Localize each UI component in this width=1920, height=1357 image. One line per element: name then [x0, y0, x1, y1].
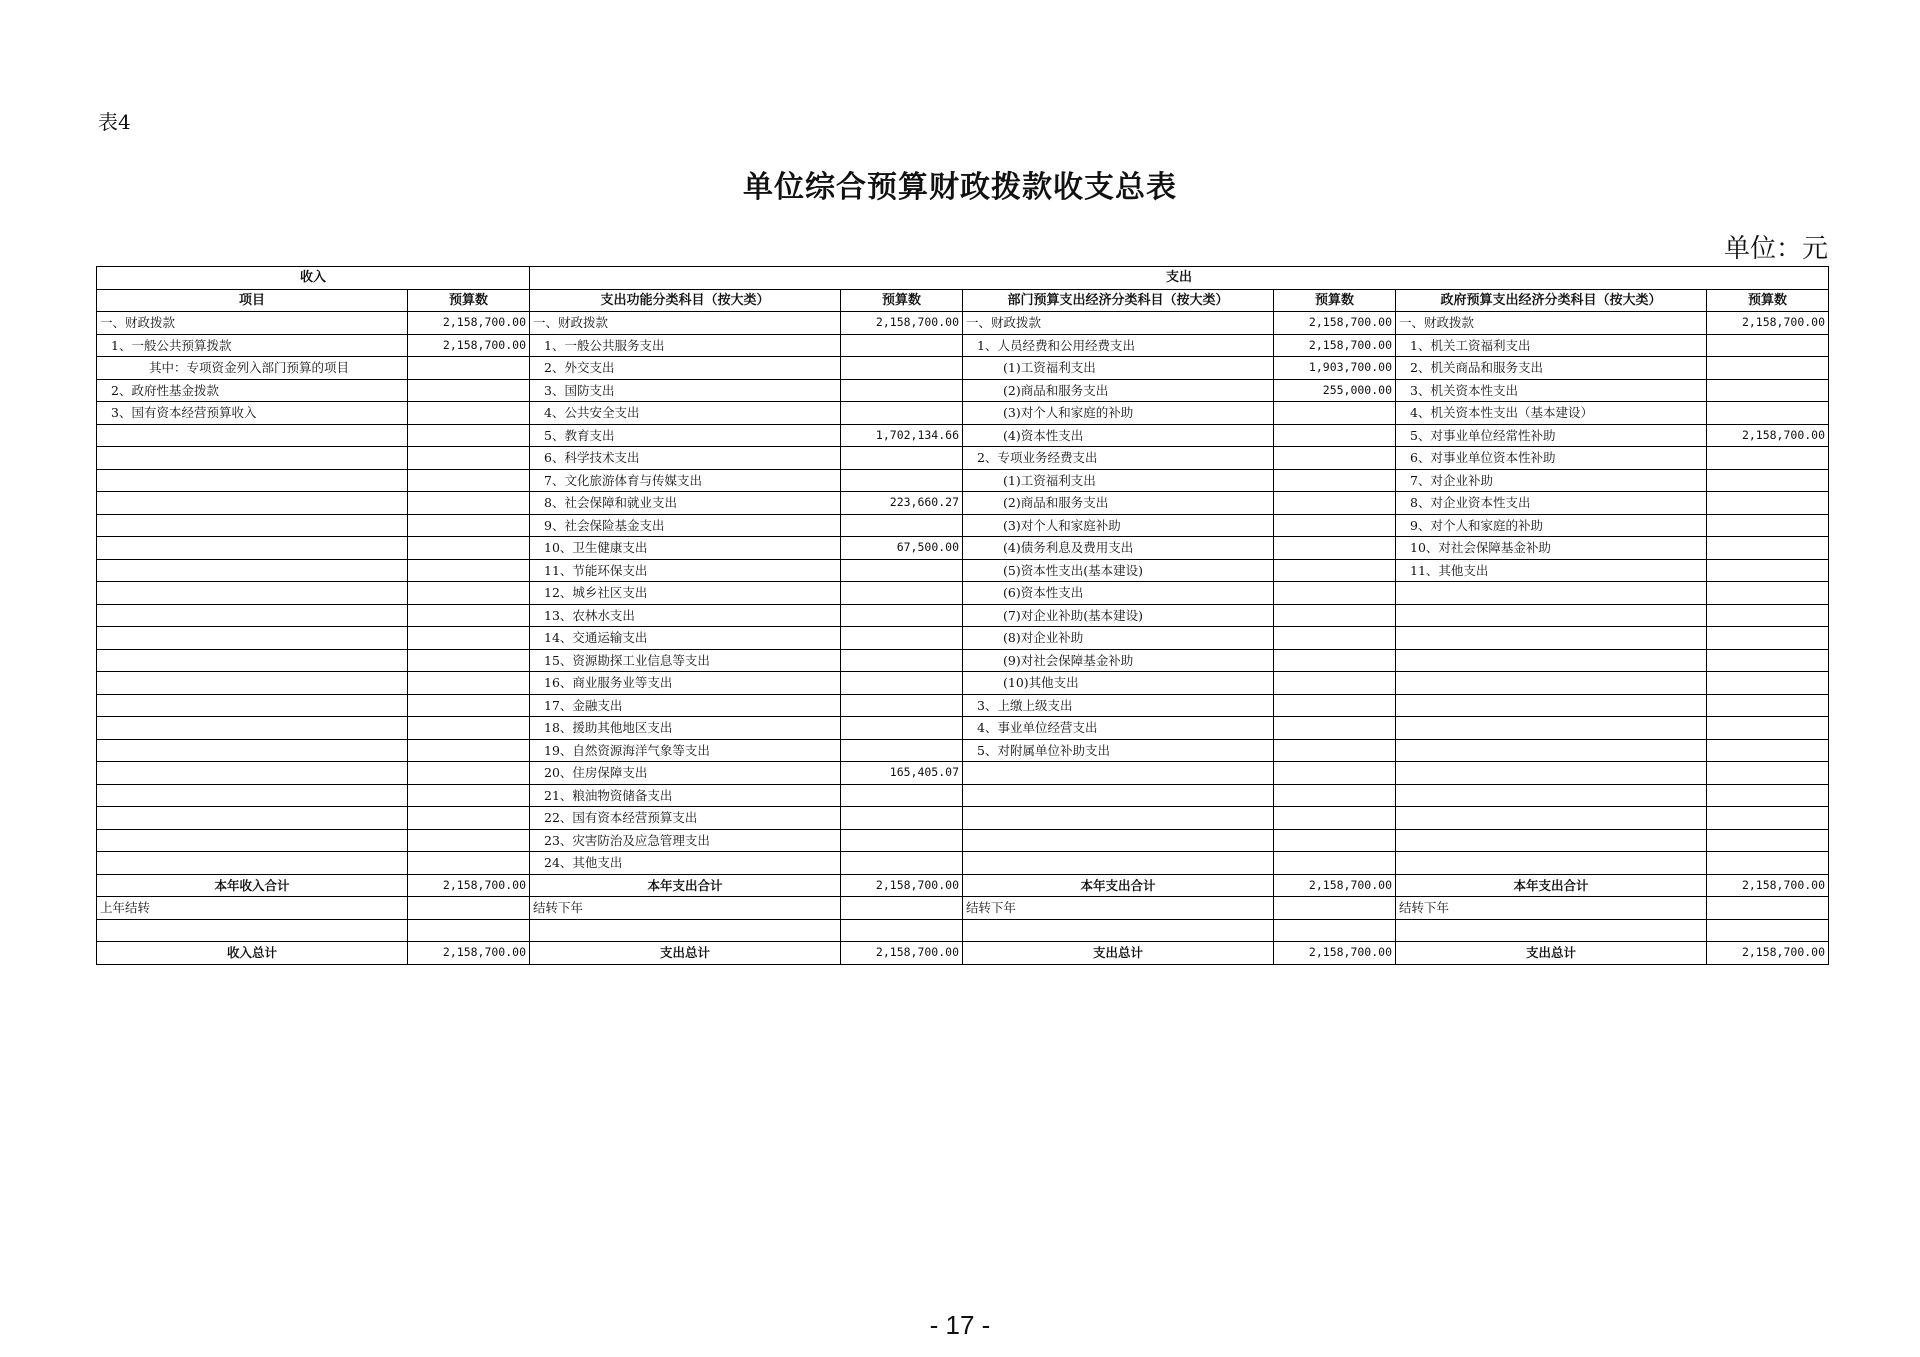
- grand-total-row: [97, 942, 1829, 965]
- cell-income-amount: [408, 717, 530, 740]
- cell-income-amount: [408, 582, 530, 605]
- cell-dept-amount: [1274, 784, 1396, 807]
- cell-dept-amount: [1274, 559, 1396, 582]
- cell-dept-item: (10)其他支出: [963, 672, 1274, 695]
- cell-empty: [1274, 919, 1396, 942]
- table-row: [97, 514, 1829, 537]
- cell-dept-carry: 结转下年: [963, 897, 1274, 920]
- cell-func-amount: [841, 604, 963, 627]
- cell-income-item: [97, 807, 408, 830]
- cell-empty: [408, 919, 530, 942]
- cell-dept-amount: [1274, 424, 1396, 447]
- cell-income-item: [97, 469, 408, 492]
- cell-gov-item: [1396, 694, 1707, 717]
- cell-gov-amount: [1707, 672, 1829, 695]
- cell-dept-item: [963, 762, 1274, 785]
- cell-gov-item: 3、机关资本性支出: [1396, 379, 1707, 402]
- cell-income-amount: [408, 559, 530, 582]
- cell-dept-amount: [1274, 469, 1396, 492]
- cell-dept-amount: [1274, 829, 1396, 852]
- cell-income-total-label: 本年收入合计: [97, 874, 408, 897]
- cell-dept-item: (3)对个人和家庭的补助: [963, 402, 1274, 425]
- cell-income-item: 3、国有资本经营预算收入: [97, 402, 408, 425]
- cell-income-amount: [408, 492, 530, 515]
- cell-income-item: 2、政府性基金拨款: [97, 379, 408, 402]
- cell-gov-amount: [1707, 627, 1829, 650]
- cell-gov-amount: [1707, 649, 1829, 672]
- table-row: [97, 312, 1829, 335]
- cell-gov-item: 9、对个人和家庭的补助: [1396, 514, 1707, 537]
- cell-dept-item: [963, 784, 1274, 807]
- cell-income-item: [97, 739, 408, 762]
- cell-func-amount: 165,405.07: [841, 762, 963, 785]
- cell-income-amount: [408, 694, 530, 717]
- cell-income-amount: [408, 379, 530, 402]
- cell-func-amount: [841, 447, 963, 470]
- cell-income-grand-label: 收入总计: [97, 942, 408, 965]
- cell-func-amount: [841, 649, 963, 672]
- cell-func-amount: [841, 672, 963, 695]
- cell-dept-amount: [1274, 694, 1396, 717]
- cell-gov-amount: 2,158,700.00: [1707, 424, 1829, 447]
- cell-func-item: 6、科学技术支出: [530, 447, 841, 470]
- cell-func-grand-amount: 2,158,700.00: [841, 942, 963, 965]
- page-number: - 17 -: [929, 1310, 991, 1340]
- header-amount: 预算数: [1274, 289, 1396, 312]
- cell-dept-item: 4、事业单位经营支出: [963, 717, 1274, 740]
- cell-income-amount: [408, 739, 530, 762]
- cell-income-item: [97, 424, 408, 447]
- cell-gov-amount: [1707, 537, 1829, 560]
- cell-income-amount: [408, 762, 530, 785]
- cell-income-item: [97, 627, 408, 650]
- header-amount: 预算数: [408, 289, 530, 312]
- cell-dept-item: 5、对附属单位补助支出: [963, 739, 1274, 762]
- cell-gov-carry: 结转下年: [1396, 897, 1707, 920]
- cell-dept-item: 1、人员经费和公用经费支出: [963, 334, 1274, 357]
- header-item: 项目: [97, 289, 408, 312]
- cell-gov-item: [1396, 739, 1707, 762]
- cell-func-item: 7、文化旅游体育与传媒支出: [530, 469, 841, 492]
- cell-func-item: 5、教育支出: [530, 424, 841, 447]
- cell-gov-amount: [1707, 402, 1829, 425]
- cell-dept-amount: [1274, 514, 1396, 537]
- cell-gov-item: [1396, 717, 1707, 740]
- cell-gov-item: [1396, 672, 1707, 695]
- table-row: [97, 424, 1829, 447]
- cell-dept-item: [963, 829, 1274, 852]
- cell-func-item: 21、粮油物资储备支出: [530, 784, 841, 807]
- cell-income-amount: [408, 784, 530, 807]
- header-amount: 预算数: [1707, 289, 1829, 312]
- cell-func-amount: [841, 627, 963, 650]
- cell-dept-item: (1)工资福利支出: [963, 469, 1274, 492]
- cell-income-amount: [408, 627, 530, 650]
- table-row: [97, 829, 1829, 852]
- cell-func-item: 10、卫生健康支出: [530, 537, 841, 560]
- cell-func-amount: [841, 379, 963, 402]
- cell-empty: [1707, 919, 1829, 942]
- cell-dept-amount: [1274, 739, 1396, 762]
- cell-empty: [841, 919, 963, 942]
- cell-gov-grand-label: 支出总计: [1396, 942, 1707, 965]
- cell-gov-item: 1、机关工资福利支出: [1396, 334, 1707, 357]
- cell-dept-item: (5)资本性支出(基本建设): [963, 559, 1274, 582]
- cell-func-carry: 结转下年: [530, 897, 841, 920]
- table-row: [97, 582, 1829, 605]
- cell-dept-grand-label: 支出总计: [963, 942, 1274, 965]
- table-row: [97, 357, 1829, 380]
- cell-func-item: 24、其他支出: [530, 852, 841, 875]
- cell-empty: [97, 919, 408, 942]
- cell-func-total-label: 本年支出合计: [530, 874, 841, 897]
- cell-dept-amount: [1274, 402, 1396, 425]
- cell-income-item: [97, 717, 408, 740]
- blank-row: [97, 919, 1829, 942]
- cell-gov-item: 4、机关资本性支出（基本建设）: [1396, 402, 1707, 425]
- cell-func-grand-label: 支出总计: [530, 942, 841, 965]
- cell-func-item: 4、公共安全支出: [530, 402, 841, 425]
- table-row: [97, 559, 1829, 582]
- cell-func-item: 1、一般公共服务支出: [530, 334, 841, 357]
- cell-func-item: 18、援助其他地区支出: [530, 717, 841, 740]
- cell-dept-amount: 2,158,700.00: [1274, 334, 1396, 357]
- table-row: [97, 604, 1829, 627]
- cell-income-item: 1、一般公共预算拨款: [97, 334, 408, 357]
- cell-dept-total-amount: 2,158,700.00: [1274, 874, 1396, 897]
- cell-func-item: 22、国有资本经营预算支出: [530, 807, 841, 830]
- cell-func-amount: [841, 559, 963, 582]
- cell-income-amount: [408, 807, 530, 830]
- cell-income-item: [97, 672, 408, 695]
- cell-empty: [841, 897, 963, 920]
- cell-func-item: 16、商业服务业等支出: [530, 672, 841, 695]
- cell-func-item: 15、资源勘探工业信息等支出: [530, 649, 841, 672]
- cell-income-item: [97, 582, 408, 605]
- cell-func-amount: [841, 829, 963, 852]
- cell-gov-amount: [1707, 829, 1829, 852]
- cell-dept-amount: 1,903,700.00: [1274, 357, 1396, 380]
- cell-gov-grand-amount: 2,158,700.00: [1707, 942, 1829, 965]
- cell-dept-item: (1)工资福利支出: [963, 357, 1274, 380]
- cell-func-amount: [841, 852, 963, 875]
- table-row: [97, 672, 1829, 695]
- cell-dept-amount: [1274, 582, 1396, 605]
- cell-func-item: 20、住房保障支出: [530, 762, 841, 785]
- cell-income-item: [97, 694, 408, 717]
- cell-gov-item: 5、对事业单位经常性补助: [1396, 424, 1707, 447]
- column-header-row: [97, 289, 1829, 312]
- cell-income-item: 一、财政拨款: [97, 312, 408, 335]
- cell-income-item: [97, 649, 408, 672]
- cell-dept-amount: [1274, 627, 1396, 650]
- cell-income-item: [97, 604, 408, 627]
- table-row: [97, 739, 1829, 762]
- cell-gov-amount: [1707, 807, 1829, 830]
- cell-func-amount: [841, 469, 963, 492]
- cell-empty: [963, 919, 1274, 942]
- cell-gov-item: [1396, 582, 1707, 605]
- cell-gov-item: [1396, 627, 1707, 650]
- table-row: [97, 694, 1829, 717]
- cell-income-amount: [408, 829, 530, 852]
- cell-func-amount: [841, 334, 963, 357]
- cell-dept-item: (4)资本性支出: [963, 424, 1274, 447]
- cell-gov-item: 10、对社会保障基金补助: [1396, 537, 1707, 560]
- cell-gov-total-label: 本年支出合计: [1396, 874, 1707, 897]
- cell-gov-amount: [1707, 447, 1829, 470]
- cell-dept-amount: [1274, 447, 1396, 470]
- cell-empty: [1274, 897, 1396, 920]
- cell-func-amount: [841, 694, 963, 717]
- cell-func-amount: 223,660.27: [841, 492, 963, 515]
- cell-dept-total-label: 本年支出合计: [963, 874, 1274, 897]
- table-row: [97, 762, 1829, 785]
- cell-income-item: 其中：专项资金列入部门预算的项目: [97, 357, 408, 380]
- cell-income-item: [97, 447, 408, 470]
- cell-gov-item: 8、对企业资本性支出: [1396, 492, 1707, 515]
- cell-income-item: [97, 784, 408, 807]
- cell-income-item: [97, 762, 408, 785]
- carry-over-row: [97, 897, 1829, 920]
- cell-income-amount: [408, 604, 530, 627]
- cell-dept-amount: 2,158,700.00: [1274, 312, 1396, 335]
- cell-gov-item: [1396, 604, 1707, 627]
- cell-dept-item: (3)对个人和家庭补助: [963, 514, 1274, 537]
- cell-gov-amount: [1707, 739, 1829, 762]
- table-row: [97, 717, 1829, 740]
- cell-gov-amount: [1707, 762, 1829, 785]
- cell-gov-amount: [1707, 334, 1829, 357]
- cell-gov-item: [1396, 807, 1707, 830]
- cell-income-amount: [408, 424, 530, 447]
- cell-func-total-amount: 2,158,700.00: [841, 874, 963, 897]
- header-dept-category: 部门预算支出经济分类科目（按大类）: [963, 289, 1274, 312]
- cell-dept-amount: [1274, 807, 1396, 830]
- table-row: [97, 784, 1829, 807]
- cell-func-item: 一、财政拨款: [530, 312, 841, 335]
- cell-income-amount: [408, 852, 530, 875]
- cell-gov-item: 一、财政拨款: [1396, 312, 1707, 335]
- cell-dept-item: [963, 852, 1274, 875]
- cell-func-item: 23、灾害防治及应急管理支出: [530, 829, 841, 852]
- cell-dept-item: (9)对社会保障基金补助: [963, 649, 1274, 672]
- cell-empty: [408, 897, 530, 920]
- cell-dept-amount: [1274, 492, 1396, 515]
- cell-gov-item: [1396, 762, 1707, 785]
- income-group-header: 收入: [97, 267, 530, 290]
- cell-gov-item: [1396, 784, 1707, 807]
- cell-income-amount: [408, 649, 530, 672]
- page-title: 单位综合预算财政拨款收支总表: [743, 170, 1177, 205]
- table-row: [97, 537, 1829, 560]
- cell-gov-item: [1396, 852, 1707, 875]
- cell-income-amount: 2,158,700.00: [408, 312, 530, 335]
- cell-gov-item: [1396, 649, 1707, 672]
- cell-dept-item: (6)资本性支出: [963, 582, 1274, 605]
- cell-dept-amount: [1274, 604, 1396, 627]
- cell-gov-amount: [1707, 717, 1829, 740]
- cell-dept-item: 3、上缴上级支出: [963, 694, 1274, 717]
- cell-income-amount: [408, 672, 530, 695]
- cell-func-item: 12、城乡社区支出: [530, 582, 841, 605]
- cell-func-amount: 1,702,134.66: [841, 424, 963, 447]
- cell-func-item: 11、节能环保支出: [530, 559, 841, 582]
- cell-income-item: [97, 559, 408, 582]
- cell-dept-amount: [1274, 672, 1396, 695]
- cell-func-item: 19、自然资源海洋气象等支出: [530, 739, 841, 762]
- cell-income-amount: 2,158,700.00: [408, 334, 530, 357]
- cell-dept-amount: [1274, 649, 1396, 672]
- table-row: [97, 379, 1829, 402]
- cell-empty: [1396, 919, 1707, 942]
- table-row: [97, 649, 1829, 672]
- cell-func-item: 8、社会保障和就业支出: [530, 492, 841, 515]
- year-total-row: [97, 874, 1829, 897]
- cell-gov-amount: [1707, 559, 1829, 582]
- group-header-row: [97, 267, 1829, 290]
- cell-income-grand-amount: 2,158,700.00: [408, 942, 530, 965]
- header-gov-category: 政府预算支出经济分类科目（按大类）: [1396, 289, 1707, 312]
- cell-gov-amount: [1707, 514, 1829, 537]
- budget-table: [96, 266, 1829, 965]
- header-func-category: 支出功能分类科目（按大类）: [530, 289, 841, 312]
- cell-income-item: [97, 829, 408, 852]
- cell-func-amount: [841, 514, 963, 537]
- cell-empty: [1707, 897, 1829, 920]
- cell-func-amount: [841, 717, 963, 740]
- cell-dept-amount: [1274, 852, 1396, 875]
- cell-gov-amount: [1707, 357, 1829, 380]
- cell-func-amount: [841, 784, 963, 807]
- cell-func-item: 2、外交支出: [530, 357, 841, 380]
- table-label: 表4: [98, 110, 131, 134]
- cell-func-amount: [841, 582, 963, 605]
- cell-income-amount: [408, 447, 530, 470]
- cell-gov-item: 2、机关商品和服务支出: [1396, 357, 1707, 380]
- cell-dept-item: 2、专项业务经费支出: [963, 447, 1274, 470]
- table-row: [97, 447, 1829, 470]
- table-row: [97, 469, 1829, 492]
- cell-gov-item: 6、对事业单位资本性补助: [1396, 447, 1707, 470]
- table-row: [97, 402, 1829, 425]
- cell-income-item: [97, 514, 408, 537]
- cell-gov-amount: [1707, 492, 1829, 515]
- header-amount: 预算数: [841, 289, 963, 312]
- cell-dept-item: (4)债务利息及费用支出: [963, 537, 1274, 560]
- cell-func-item: 14、交通运输支出: [530, 627, 841, 650]
- cell-gov-amount: [1707, 379, 1829, 402]
- cell-gov-amount: [1707, 469, 1829, 492]
- cell-income-item: [97, 852, 408, 875]
- cell-func-amount: [841, 357, 963, 380]
- table-row: [97, 852, 1829, 875]
- cell-dept-item: [963, 807, 1274, 830]
- cell-func-item: 3、国防支出: [530, 379, 841, 402]
- cell-income-amount: [408, 537, 530, 560]
- cell-func-amount: 2,158,700.00: [841, 312, 963, 335]
- table-row: [97, 807, 1829, 830]
- cell-gov-amount: [1707, 784, 1829, 807]
- cell-gov-item: 11、其他支出: [1396, 559, 1707, 582]
- cell-gov-amount: [1707, 852, 1829, 875]
- cell-income-amount: [408, 469, 530, 492]
- cell-gov-amount: [1707, 604, 1829, 627]
- cell-dept-amount: [1274, 717, 1396, 740]
- cell-income-item: [97, 492, 408, 515]
- cell-dept-item: (2)商品和服务支出: [963, 492, 1274, 515]
- cell-empty: [530, 919, 841, 942]
- cell-gov-amount: 2,158,700.00: [1707, 312, 1829, 335]
- cell-func-amount: 67,500.00: [841, 537, 963, 560]
- table-row: [97, 627, 1829, 650]
- cell-func-amount: [841, 402, 963, 425]
- unit-label: 单位：元: [1723, 234, 1828, 264]
- cell-gov-amount: [1707, 582, 1829, 605]
- cell-dept-item: (8)对企业补助: [963, 627, 1274, 650]
- cell-dept-amount: 255,000.00: [1274, 379, 1396, 402]
- cell-income-total-amount: 2,158,700.00: [408, 874, 530, 897]
- cell-dept-item: 一、财政拨款: [963, 312, 1274, 335]
- expense-group-header: 支出: [530, 267, 1829, 290]
- cell-dept-amount: [1274, 537, 1396, 560]
- cell-income-amount: [408, 402, 530, 425]
- cell-gov-item: [1396, 829, 1707, 852]
- table-row: [97, 334, 1829, 357]
- cell-income-carry: 上年结转: [97, 897, 408, 920]
- cell-func-item: 13、农林水支出: [530, 604, 841, 627]
- cell-gov-item: 7、对企业补助: [1396, 469, 1707, 492]
- cell-func-amount: [841, 739, 963, 762]
- cell-income-amount: [408, 514, 530, 537]
- cell-func-amount: [841, 807, 963, 830]
- cell-dept-amount: [1274, 762, 1396, 785]
- cell-gov-amount: [1707, 694, 1829, 717]
- cell-gov-total-amount: 2,158,700.00: [1707, 874, 1829, 897]
- cell-income-item: [97, 537, 408, 560]
- cell-dept-item: (2)商品和服务支出: [963, 379, 1274, 402]
- cell-income-amount: [408, 357, 530, 380]
- cell-dept-item: (7)对企业补助(基本建设): [963, 604, 1274, 627]
- cell-func-item: 9、社会保险基金支出: [530, 514, 841, 537]
- cell-func-item: 17、金融支出: [530, 694, 841, 717]
- table-row: [97, 492, 1829, 515]
- cell-dept-grand-amount: 2,158,700.00: [1274, 942, 1396, 965]
